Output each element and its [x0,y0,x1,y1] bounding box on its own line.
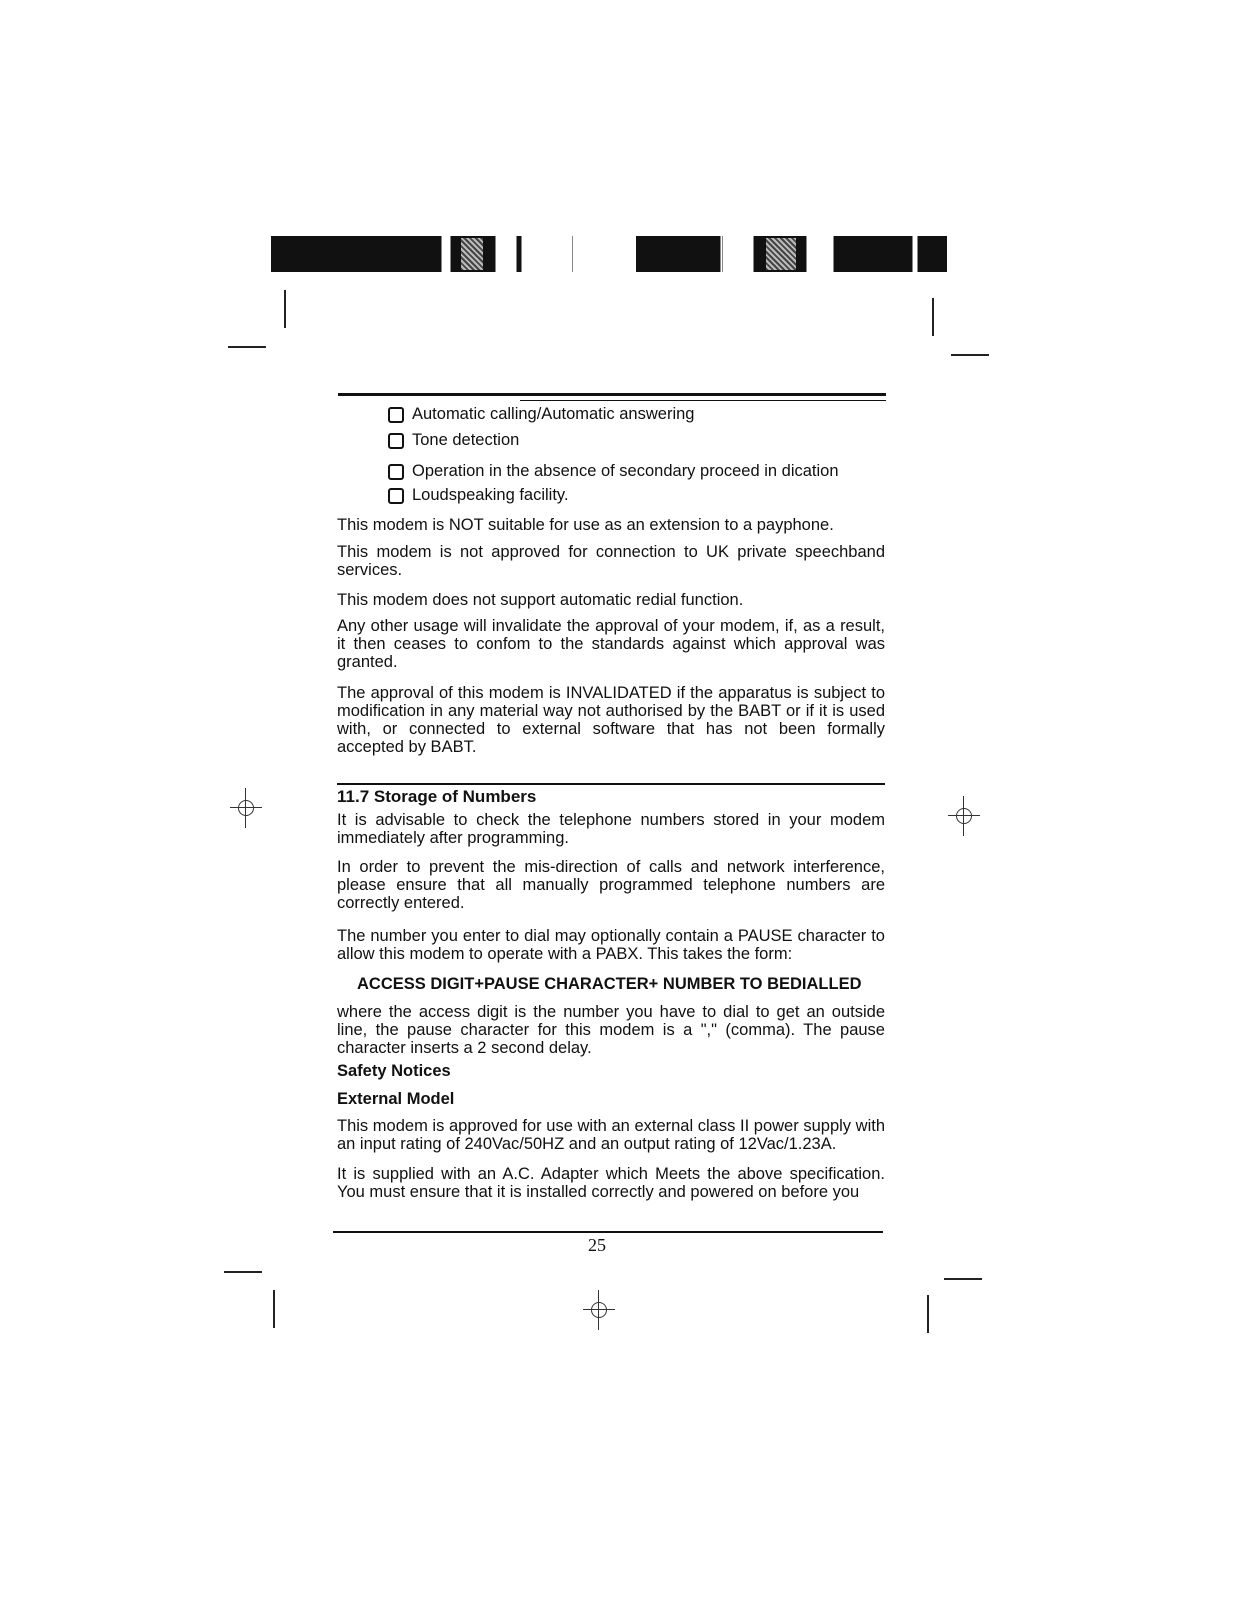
paragraph: In order to prevent the mis-direction of calls and network interference, please ensure that all manually programmed telephone numbers are correctly entered. [337,858,885,912]
paragraph: It is supplied with an A.C. Adapter which Meets the above specification. You must ensure that it is installed correctly and powered on before you [337,1165,885,1201]
crop-mark [273,1290,275,1328]
paragraph: The number you enter to dial may optionally contain a PAUSE character to allow this modem to operate with a PABX. This takes the form: [337,927,885,963]
page-number: 25 [588,1235,606,1255]
crop-mark [228,346,266,348]
paragraph: Any other usage will invalidate the approval of your modem, if, as a result, it then ceases to confom to the standards against which approval was granted. [337,617,885,671]
crop-mark [944,1278,982,1280]
checkbox-icon [388,464,404,480]
paragraph: This modem is approved for use with an external class II power supply with an input rating of 240Vac/50HZ and an output rating of 12Vac/1.23A. [337,1117,885,1153]
registration-crosshair-icon [228,788,264,828]
section-heading: 11.7 Storage of Numbers [337,787,537,806]
crop-mark [932,298,934,336]
registration-bar-left [271,236,571,272]
checkbox-item [388,486,569,505]
safety-heading: Safety Notices [337,1062,451,1080]
checkbox-item [388,431,519,450]
checkbox-item [388,405,694,424]
footer-rule [333,1231,883,1233]
dial-format-line: ACCESS DIGIT+PAUSE CHARACTER+ NUMBER TO BEDIALLED [357,975,862,993]
bullet-text: Operation in the absence of secondary proceed in dication [412,462,839,480]
bullet-text: Tone detection [412,431,520,449]
section-rule [337,783,885,785]
registration-crosshair-icon [581,1290,617,1330]
paragraph: This modem is not approved for connection to UK private speechband services. [337,543,885,579]
safety-subheading: External Model [337,1090,455,1108]
crop-mark [284,290,286,328]
crop-mark [224,1271,262,1273]
bullet-text: Automatic calling/Automatic answering [412,405,695,423]
checkbox-icon [388,488,404,504]
paragraph: where the access digit is the number you have to dial to get an outside line, the pause character for this modem is a "," (comma). The pause character inserts a 2 second delay. [337,1003,885,1057]
paragraph: This modem does not support automatic redial function. [337,591,744,609]
crop-mark [927,1295,929,1333]
paragraph: The approval of this modem is INVALIDATED if the apparatus is subject to modification in any material way not authorised by the BABT or if it is used with, or connected to external software that has not been formally accepted by BABT. [337,684,885,756]
checkbox-item [388,462,839,481]
paragraph: This modem is NOT suitable for use as an extension to a payphone. [337,516,834,534]
header-rule [338,393,886,396]
registration-bar-right [636,236,947,272]
registration-crosshair-icon [946,796,982,836]
bullet-text: Loudspeaking facility. [412,486,569,504]
header-rule-thin [520,400,886,401]
paragraph: It is advisable to check the telephone numbers stored in your modem immediately after programming. [337,811,885,847]
crop-mark [951,354,989,356]
checkbox-icon [388,407,404,423]
checkbox-icon [388,433,404,449]
